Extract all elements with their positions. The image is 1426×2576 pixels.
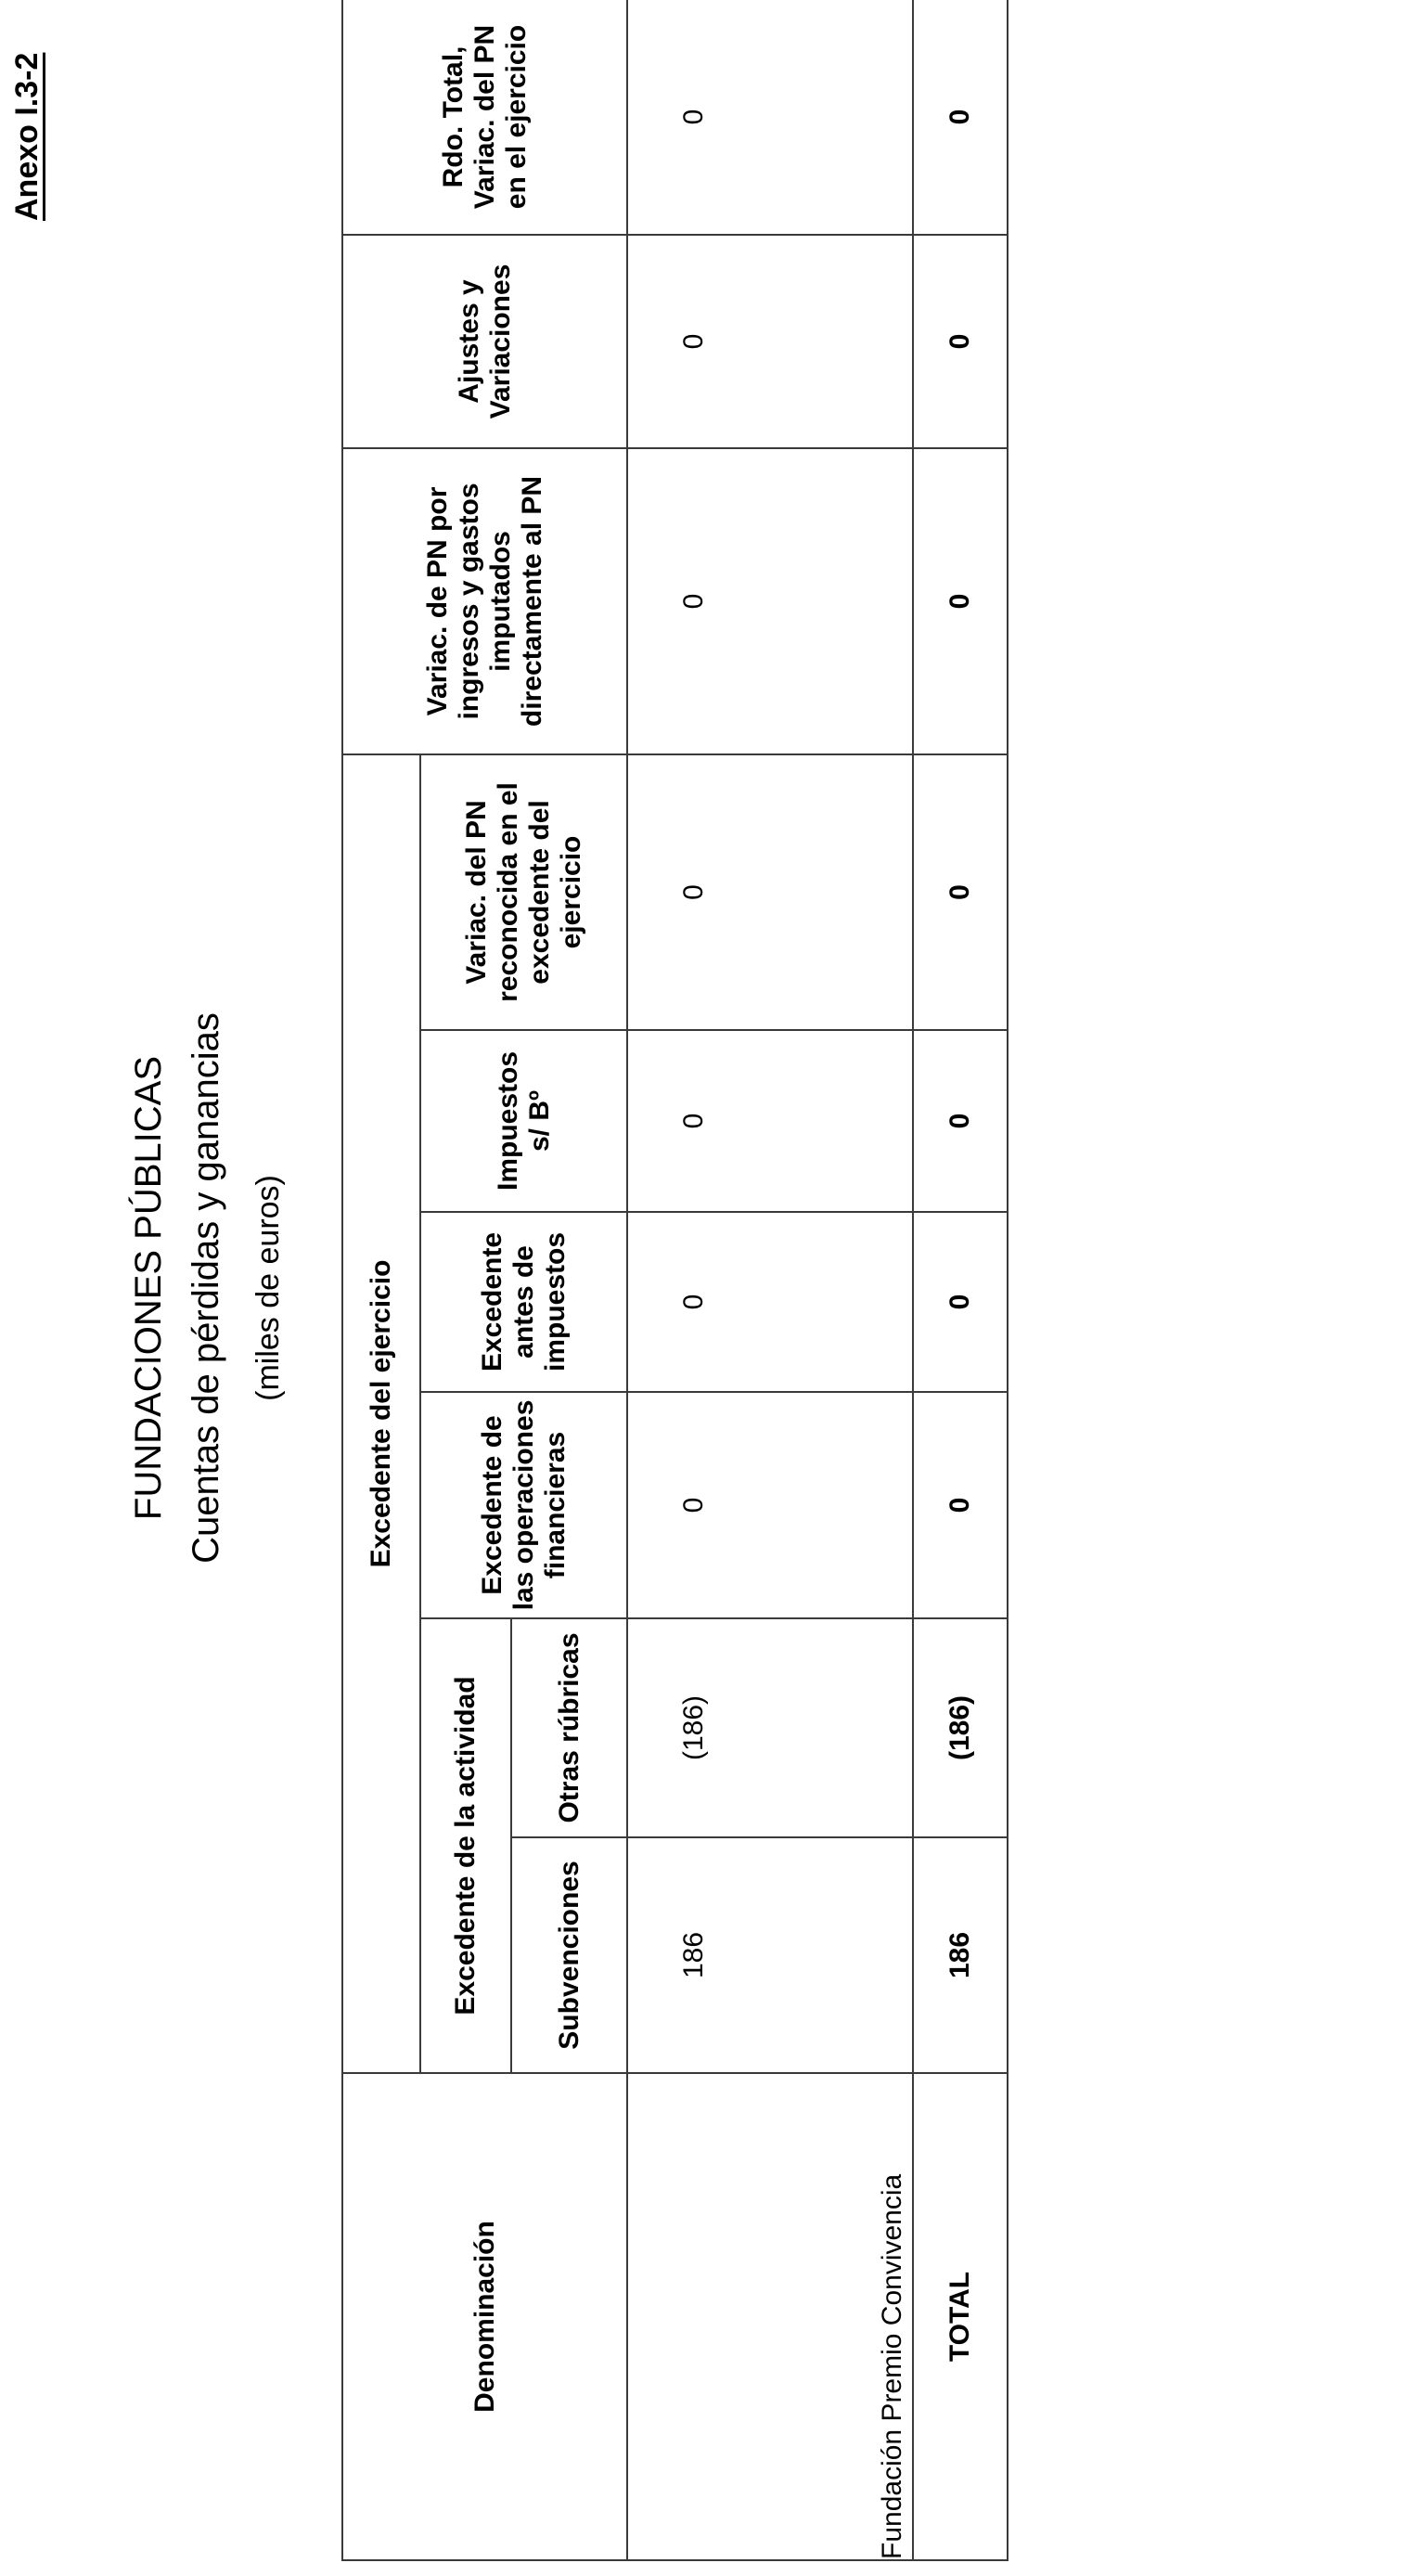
annex-label: Anexo I.3-2 — [9, 52, 45, 221]
total-excedente-operaciones-financieras: 0 — [913, 1392, 1008, 1618]
header-ajustes-variaciones: Ajustes y Variaciones — [342, 235, 627, 448]
header-subvenciones: Subvenciones — [511, 1837, 627, 2073]
header-excedente-actividad: Excedente de la actividad — [420, 1618, 511, 2073]
header-excedente-operaciones-financieras: Excedente de las operaciones financieras — [420, 1392, 627, 1618]
cell-denominacion-text: Fundación Premio Convivencia — [877, 2173, 907, 2559]
header-excedente-ejercicio: Excedente del ejercicio — [342, 754, 420, 2073]
cell-denominacion — [627, 2073, 913, 2560]
header-denominacion: Denominación — [342, 2073, 627, 2560]
header-variac-pn-ingresos-gastos: Variac. de PN por ingresos y gastos imputados directamente al PN — [342, 448, 627, 754]
header-impuestos: Impuestos s/ Bº — [420, 1030, 627, 1212]
table-row — [627, 0, 913, 2560]
total-excedente-antes-impuestos: 0 — [913, 1212, 1008, 1392]
total-variac-pn-excedente: 0 — [913, 754, 1008, 1030]
header-otras-rubricas: Otras rúbricas — [511, 1618, 627, 1837]
pyg-table — [341, 0, 1008, 2561]
cell-otras-rubricas: (186) — [627, 1618, 913, 1837]
page-title: FUNDACIONES PÚBLICAS — [128, 1055, 169, 1521]
header-excedente-antes-impuestos: Excedente antes de impuestos — [420, 1212, 627, 1392]
total-row — [913, 0, 1008, 2560]
cell-variac-pn-excedente: 0 — [627, 754, 913, 1030]
cell-ajustes-variaciones: 0 — [627, 235, 913, 448]
header-rdo-total: Rdo. Total, Variac. del PN en el ejercicio — [342, 0, 627, 235]
cell-excedente-operaciones-financieras: 0 — [627, 1392, 913, 1618]
total-variac-pn-ingresos-gastos: 0 — [913, 448, 1008, 754]
cell-subvenciones: 186 — [627, 1837, 913, 2073]
cell-impuestos: 0 — [627, 1030, 913, 1212]
cell-rdo-total: 0 — [627, 0, 913, 235]
total-subvenciones: 186 — [913, 1837, 1008, 2073]
total-impuestos: 0 — [913, 1030, 1008, 1212]
cell-variac-pn-ingresos-gastos: 0 — [627, 448, 913, 754]
total-ajustes-variaciones: 0 — [913, 235, 1008, 448]
total-otras-rubricas: (186) — [913, 1618, 1008, 1837]
page-subtitle: Cuentas de pérdidas y ganancias — [186, 1012, 226, 1564]
header-variac-pn-excedente: Variac. del PN reconocida en el excedente del ejercicio — [420, 754, 627, 1030]
cell-excedente-antes-impuestos: 0 — [627, 1212, 913, 1392]
total-rdo-total: 0 — [913, 0, 1008, 235]
units-label: (miles de euros) — [251, 1175, 286, 1401]
total-denominacion: TOTAL — [913, 2073, 1008, 2560]
